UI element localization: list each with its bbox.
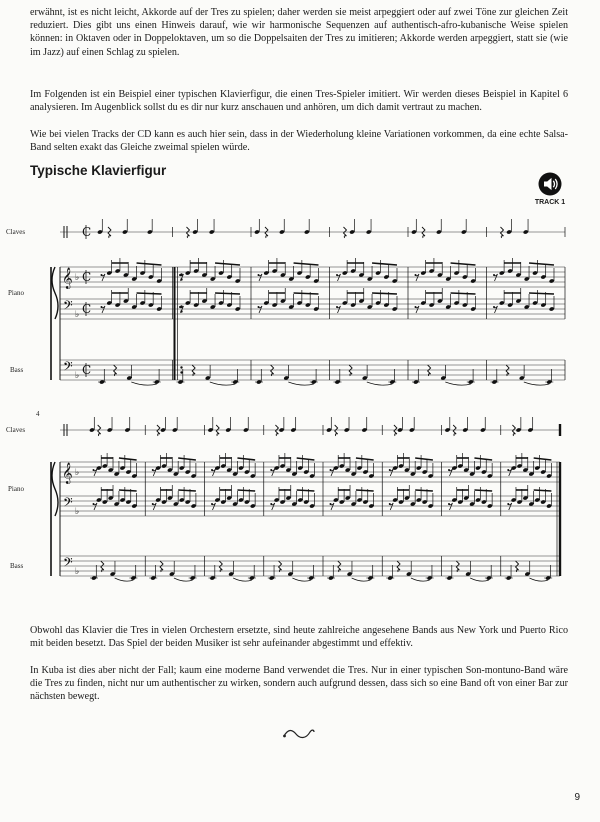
beam — [297, 458, 315, 460]
example-paragraph: Im Folgenden ist ein Beispiel einer typischen Klavierfigur, die einen Tres-Spieler imitiert. Wir werden dieses Beispiel in Kapitel 6 analysieren. Im Augenblick sollst du es dir nur kurz anschauen und anhören, um dich damit vertraut zu machen. — [30, 89, 568, 114]
cuba-paragraph: In Kuba ist dies aber nicht der Fall; kaum eine moderne Band verwendet die Tres. Nur in einer typischen Son-montuno-Band wäre die Tres zu finden, nicht nur um authentischer zu wirken, sondern auch aufgrund dessen, dass sich so eine Band oft von einer Bar zur nächsten bewegt. — [30, 665, 568, 703]
quarter-rest-icon — [101, 561, 104, 572]
treble-clef-icon: 𝄞 — [62, 268, 73, 289]
quarter-rest-icon — [98, 425, 101, 436]
variation-paragraph: Wie bei vielen Tracks der CD kann es auch hier sein, dass in der Wiederholung kleine Variationen vorkommen, da eine echte Salsa-Band selten exakt das Gleiche zweimal spielen würde. — [30, 129, 568, 154]
tie — [470, 578, 489, 581]
cut-time-icon: C — [82, 270, 92, 284]
beam — [474, 490, 492, 491]
quarter-rest-icon — [186, 227, 189, 238]
quarter-rest-icon — [160, 561, 163, 572]
quarter-rest-icon — [506, 365, 509, 376]
repeat-start — [175, 267, 183, 380]
quarter-rest-icon — [512, 425, 515, 436]
beam — [178, 490, 196, 491]
beam — [529, 293, 554, 294]
repeat-dot — [180, 305, 182, 307]
beam — [372, 263, 397, 265]
claves-label: Claves — [6, 426, 26, 434]
cd-audio-icon — [538, 172, 562, 196]
intro-paragraph: erwähnt, ist es nicht leicht, Akkorde auf der Tres zu spielen; daher werden sie meist arpeggiert oder auf zwei Töne zur gleichen Zeit reduziert. Dies gibt uns einen Hinweis darauf, wie wir harmonische Sequenzen auf authentisch-afro-kubanische Weise spielen können: in Oktaven oder in Doppeloktaven, um so die Doppelsaiten der Tres zu imitieren; Akkorde werden arpeggiert, statt sie (wie im Jazz) auf einen Schlag zu spielen. — [30, 7, 568, 58]
tie — [352, 578, 371, 581]
flat-sign-icon: ♭ — [75, 567, 80, 577]
quarter-rest-icon — [397, 561, 400, 572]
tie — [233, 578, 252, 581]
quarter-rest-icon — [157, 425, 160, 436]
quarter-rest-icon — [265, 227, 268, 238]
beam — [137, 263, 162, 265]
flat-sign-icon: ♭ — [75, 371, 80, 381]
beam — [529, 263, 554, 265]
score-system-2 — [0, 405, 600, 590]
beam — [534, 458, 552, 460]
section-heading: Typische Klavierfigur — [30, 163, 167, 178]
orchestra-paragraph: Obwohl das Klavier die Tres in vielen Orchestern ersetzte, sind heute zahlreiche angesehene Bands aus New York und Puerto Rico mit beiden besetzt. Das Spiel der beiden Musiker ist sehr aufeinander abgestimmt und effektiv. — [30, 625, 568, 650]
beam — [356, 458, 374, 460]
system-group — [6, 219, 565, 385]
beam — [119, 490, 137, 491]
beam — [178, 458, 196, 460]
quarter-rest-icon — [428, 365, 431, 376]
page-number: 9 — [574, 792, 580, 803]
quarter-rest-icon — [500, 227, 503, 238]
quarter-rest-icon — [349, 365, 352, 376]
beam — [237, 490, 255, 491]
piano-brace-icon — [52, 267, 58, 319]
tie — [288, 382, 313, 385]
claves-label: Claves — [6, 228, 26, 236]
beam — [237, 458, 255, 460]
track-label: TRACK 1 — [534, 199, 566, 206]
repeat-dot — [180, 366, 182, 368]
bass-clef-icon: 𝄢 — [63, 298, 73, 316]
quarter-rest-icon — [338, 561, 341, 572]
bass-label: Bass — [10, 562, 24, 570]
beam — [137, 293, 162, 294]
tie — [529, 578, 548, 581]
bass-clef-icon: 𝄢 — [63, 555, 73, 573]
tie — [174, 578, 193, 581]
quarter-rest-icon — [516, 561, 519, 572]
beam — [294, 263, 319, 265]
treble-clef-icon: 𝄞 — [62, 463, 73, 484]
bass-clef-icon: 𝄢 — [63, 495, 73, 513]
flat-sign-icon: ♭ — [75, 507, 80, 517]
quarter-rest-icon — [108, 227, 111, 238]
bass-label: Bass — [10, 366, 24, 374]
swash-ornament — [282, 727, 316, 741]
quarter-rest-icon — [456, 561, 459, 572]
cut-time-icon: C — [82, 363, 92, 377]
tie — [292, 578, 311, 581]
beam — [297, 490, 315, 491]
tie — [411, 578, 430, 581]
beam — [294, 293, 319, 294]
tie — [115, 578, 134, 581]
tie — [524, 382, 549, 385]
tie — [367, 382, 392, 385]
quarter-rest-icon — [394, 425, 397, 436]
tie — [445, 382, 470, 385]
beam — [215, 263, 240, 265]
repeat-dot — [180, 371, 182, 373]
piano-brace-icon — [52, 462, 58, 516]
quarter-rest-icon — [114, 365, 117, 376]
piano-label: Piano — [8, 289, 24, 297]
beam — [474, 458, 492, 460]
score-system-1 — [0, 212, 600, 392]
quarter-rest-icon — [271, 365, 274, 376]
tie — [210, 382, 235, 385]
flat-sign-icon: ♭ — [75, 310, 80, 320]
quarter-rest-icon — [279, 561, 282, 572]
beam — [119, 458, 137, 460]
measure-number: 4 — [36, 410, 40, 418]
system-group — [6, 410, 560, 581]
beam — [415, 458, 433, 460]
repeat-dot — [180, 273, 182, 275]
quarter-rest-icon — [275, 425, 278, 436]
cut-time-icon: C — [82, 302, 92, 316]
tie — [131, 382, 156, 385]
quarter-rest-icon — [335, 425, 338, 436]
bass-clef-icon: 𝄢 — [63, 359, 73, 377]
flat-sign-icon: ♭ — [75, 273, 80, 283]
quarter-rest-icon — [216, 425, 219, 436]
quarter-rest-icon — [422, 227, 425, 238]
quarter-rest-icon — [219, 561, 222, 572]
repeat-dot — [180, 310, 182, 312]
quarter-rest-icon — [453, 425, 456, 436]
beam — [215, 293, 240, 294]
beam — [372, 293, 397, 294]
beam — [451, 293, 476, 294]
piano-label: Piano — [8, 485, 24, 493]
flat-sign-icon: ♭ — [75, 468, 80, 478]
beam — [415, 490, 433, 491]
claves-cut-time-icon: C — [82, 225, 92, 239]
beam — [451, 263, 476, 265]
beam — [356, 490, 374, 491]
quarter-rest-icon — [192, 365, 195, 376]
beam — [534, 490, 552, 491]
repeat-dot — [180, 278, 182, 280]
quarter-rest-icon — [343, 227, 346, 238]
